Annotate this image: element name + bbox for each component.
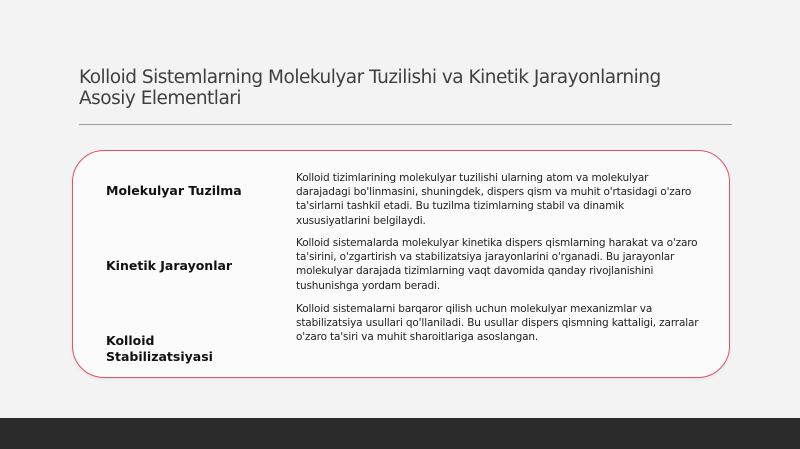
title-divider [79,124,732,125]
item-description-molekulyar-tuzilma: Kolloid tizimlarining molekulyar tuzilishi ularning atom va molekulyar darajadagi bo'linmasini, shuningdek, dispers qism va muhit o'rtasidagi o'zaro ta'sirlarni tashkil etadi. Bu tuzilma tizimlarning stabil va dinamik xususiyatlarini belgilaydi. [296,172,692,227]
item-description-kolloid-stabilizatsiyasi: Kolloid sistemalarni barqaror qilish uchun molekulyar mexanizmlar va stabilizatsiya usullari qo'llaniladi. Bu usullar dispers qismning kattaligi, zarralar o'zaro ta'siri va muhit sharoitlariga asoslangan. [296,303,699,344]
item-label-molekulyar-tuzilma: Molekulyar Tuzilma [106,183,242,198]
slide-title: Kolloid Sistemlarning Molekulyar Tuzilishi va Kinetik Jarayonlarning Asosiy Elementlari [79,67,661,109]
item-label-kinetik-jarayonlar: Kinetik Jarayonlar [106,258,233,273]
item-description-kinetik-jarayonlar: Kolloid sistemalarda molekulyar kinetika dispers qismlarning harakat va o'zaro ta'sirini, o'zgartirish va stabilizatsiya jarayonlarini o'rganadi. Bu jarayonlar molekulyar darajada tizimlarning vaqt davomida qanday rivojlanishini tushunishga yordam beradi. [296,237,698,292]
footer-bar [0,418,800,449]
item-label-kolloid-stabilizatsiyasi: Kolloid Stabilizatsiyasi [106,333,213,364]
